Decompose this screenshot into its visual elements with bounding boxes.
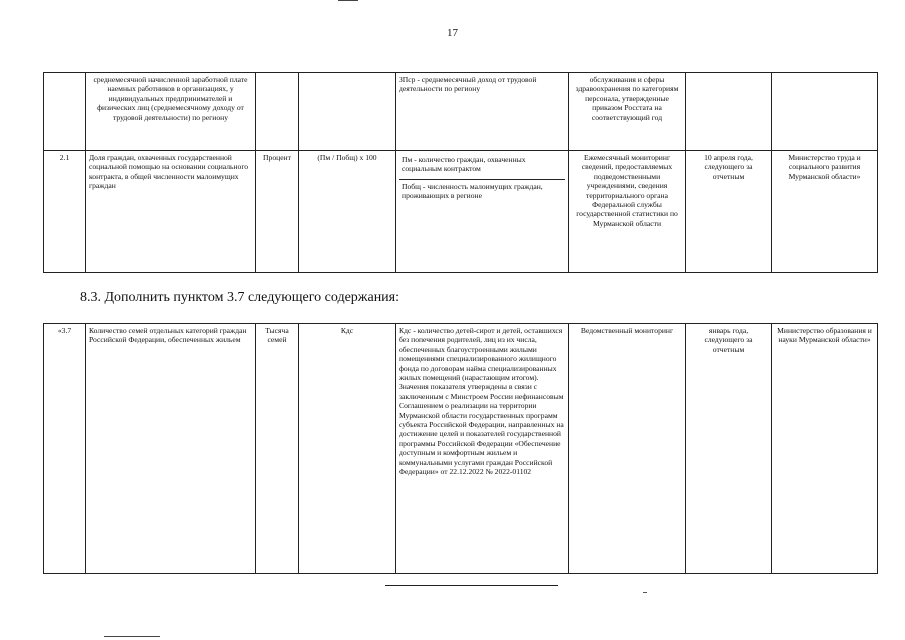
cell-responsible: Министерство образования и науки Мурманской области» [772, 324, 878, 574]
cell-vars: ЗПср - среднемесячный доход от трудовой деятельности по региону [396, 73, 569, 151]
section-heading: 8.3. Дополнить пунктом 3.7 следующего содержания: [80, 290, 400, 305]
cell-source: Ведомственный мониторинг [569, 324, 686, 574]
table-row [44, 73, 878, 151]
cell-vars-main: Кдс - количество детей-сирот и детей, оставшихся без попечения родителей, лиц из их числа, обеспеченных благоустроенными жилыми помещениями специализированного жилищного фонда по договорам найма специализированных жилых помещений (нарастающим итогом). [399, 326, 563, 383]
cell-vars-split [396, 151, 569, 273]
cell-unit: Процент [256, 151, 299, 273]
indicators-table-new-item [43, 323, 878, 574]
cell-unit [256, 73, 299, 151]
cell-var2: Побщ - численность малоимущих граждан, проживающих в регионе [402, 182, 543, 201]
cell-responsible: Министерство труда и социального развития Мурманской области» [772, 151, 878, 273]
page-number: 17 [447, 27, 458, 39]
cell-vars [396, 324, 569, 574]
bottom-mark [104, 636, 160, 637]
cell-deadline [686, 73, 772, 151]
cell-unit: Тысяча семей [256, 324, 299, 574]
cell-deadline: январь года, следующего за отчетным [686, 324, 772, 574]
cell-num: «3.7 [44, 324, 86, 574]
cell-formula: Кдс [299, 324, 396, 574]
cell-source: Ежемесячный мониторинг сведений, предоставляемых подведомственными учреждениями, сведения территориального органа Федеральной службы государственной статистики по Мурманской области [569, 151, 686, 273]
cell-num: 2.1 [44, 151, 86, 273]
cell-formula: (Пм / Побщ) х 100 [299, 151, 396, 273]
cell-vars-note: Значения показателя утверждены в связи с заключенным с Минстроем России нефинансовым Соглашением о реализации на территории Мурманской области государственных программ субъекта Российской Федерации, направленных на достижение целей и показателей государственной программы Российской Федерации «Обеспечение доступным и комфортным жильем и коммунальными услугами граждан Российской Федерации» от 22.12.2022 № 2022-01102 [399, 382, 564, 477]
separator-line [385, 585, 558, 586]
cell-source: обслуживания и сферы здравоохранения по категориям персонала, утвержденные приказом Росстата на соответствующий год [569, 73, 686, 151]
cell-responsible [772, 73, 878, 151]
cell-var1: Пм - количество граждан, охваченных социальным контрактом [399, 153, 565, 180]
cell-name: Количество семей отдельных категорий граждан Российской Федерации, обеспеченных жильем [86, 324, 256, 574]
top-mark [338, 0, 358, 1]
cell-deadline: 10 апреля года, следующего за отчетным [686, 151, 772, 273]
indicators-table-continued [43, 72, 878, 273]
cell-num [44, 73, 86, 151]
table-row [44, 324, 878, 574]
cell-formula [299, 73, 396, 151]
cell-name: среднемесячной начисленной заработной плате наемных работников в организациях, у индивидуальных предпринимателей и физических лиц (среднемесячному доходу от трудовой деятельности) по региону [86, 73, 256, 151]
dash-mark [643, 592, 647, 593]
cell-name: Доля граждан, охваченных государственной социальной помощью на основании социального контракта, в общей численности малоимущих граждан [86, 151, 256, 273]
table-row [44, 151, 878, 273]
